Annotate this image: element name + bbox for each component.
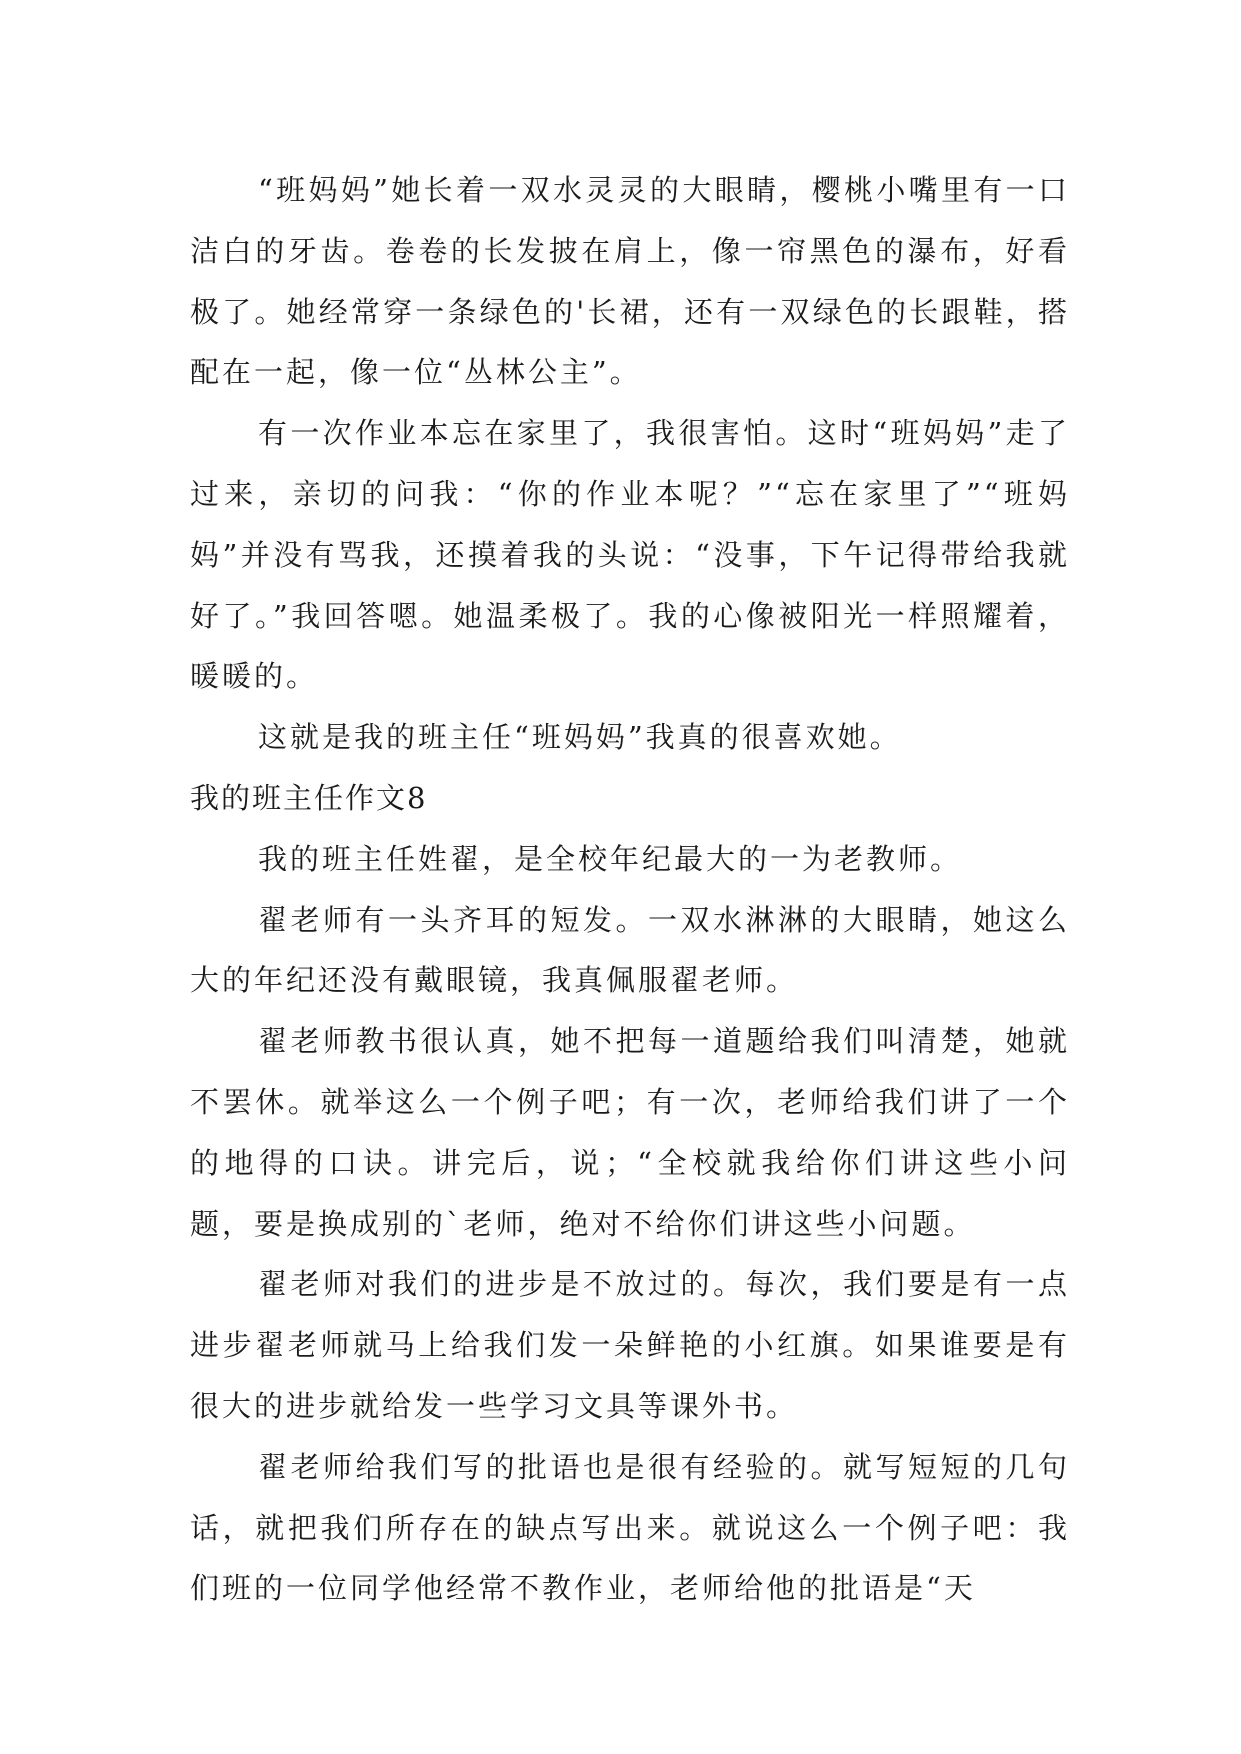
paragraph-comments: 翟老师给我们写的批语也是很有经验的。就写短短的几句话，就把我们所存在的缺点写出来。就说这么一个例子吧：我们班的一位同学他经常不教作业，老师给他的批语是“天	[190, 1449, 1070, 1606]
paragraph-progress: 翟老师对我们的进步是不放过的。每次，我们要是有一点进步翟老师就马上给我们发一朵鲜艳的小红旗。如果谁要是有很大的进步就给发一些学习文具等课外书。	[190, 1267, 1070, 1423]
paragraph-appearance: “班妈妈”她长着一双水灵灵的大眼睛，樱桃小嘴里有一口洁白的牙齿。卷卷的长发披在肩上，像一帘黑色的瀑布，好看极了。她经常穿一条绿色的'长裙，还有一双绿色的长跟鞋，搭配在一起，像一位“丛林公主”。	[190, 173, 1070, 390]
paragraph-hair-eyes: 翟老师有一头齐耳的短发。一双水淋淋的大眼睛，她这么大的年纪还没有戴眼镜，我真佩服翟老师。	[190, 902, 1070, 998]
essay-heading: 我的班主任作文8	[190, 780, 428, 815]
paragraph-teaching: 翟老师教书很认真，她不把每一道题给我们叫清楚，她就不罢休。就举这么一个例子吧；有一次，老师给我们讲了一个的地得的口诀。讲完后，说；“全校就我给你们讲这些小问题，要是换成别的`老师，绝对不给你们讲这些小问题。	[190, 1024, 1070, 1241]
paragraph-intro: 我的班主任姓翟，是全校年纪最大的一为老教师。	[258, 841, 963, 876]
paragraph-homework-story: 有一次作业本忘在家里了，我很害怕。这时“班妈妈”走了过来，亲切的问我：“你的作业本呢？”“忘在家里了”“班妈妈”并没有骂我，还摸着我的头说：“没事，下午记得带给我就好了。”我回答嗯。她温柔极了。我的心像被阳光一样照耀着，暖暖的。	[190, 416, 1070, 694]
document-page	[190, 160, 1070, 1619]
paragraph-conclusion: 这就是我的班主任“班妈妈”我真的很喜欢她。	[258, 720, 902, 755]
